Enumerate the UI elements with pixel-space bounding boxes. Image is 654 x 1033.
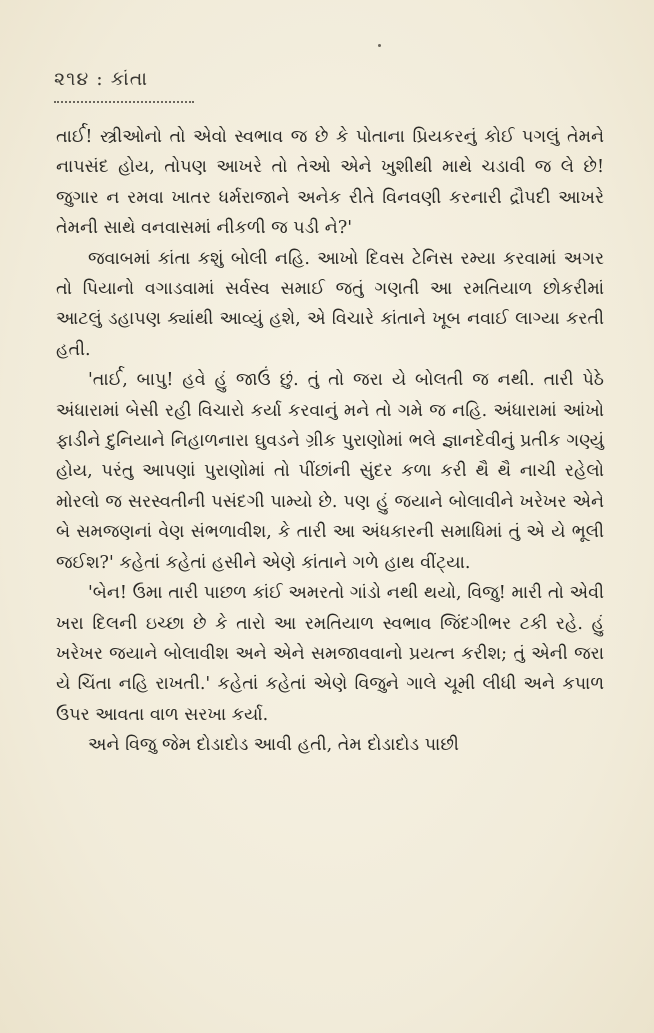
running-head: ૨૧૪ : કાંતા: [54, 68, 149, 90]
body-text: [56, 122, 604, 761]
paragraph-1: તાર્ઈ! સ્ત્રીઓનો તો એવો સ્વભાવ જ છે કે પોતાના પ્રિયકરનું કોઈ પગલું તેમને નાપસંદ હોય, તોપણ આખરે તો તેઓ એને ખુશીથી માથે ચડાવી જ લે છે! જુગાર ન રમવા ખાતર ધર્મરાજાને અનેક રીતે વિનવણી કરનારી દ્રૌપદી આખરે તેમની સાથે વનવાસમાં નીકળી જ પડી ને?': [56, 127, 604, 239]
print-speck: [378, 44, 381, 47]
paragraph-3: 'તાર્ઈ, બાપુ! હવે હું જાઉં છું. તું તો જરા યે બોલતી જ નથી. તારી પેઠે અંધારામાં બેસી રહી વિચારો કર્યા કરવાનું મને તો ગમે જ નહિ. અંધારામાં આંખો ફાડીને દુનિયાને નિહાળનારા ઘુવડને ગ્રીક પુરાણોમાં ભલે જ્ઞાનદેવીનું પ્રતીક ગણ્યું હોય, પરંતુ આપણાં પુરાણોમાં તો પીંછાંની સુંદર કળા કરી થૈ થૈ નાચી રહેલો મોરલો જ સરસ્વતીની પસંદગી પામ્યો છે. પણ હું જયાને બોલાવીને ખરેખર એને બે સમજણનાં વેણ સંભળાવીશ, કે તારી આ અંધકારની સમાધિમાં તું એ યે ભૂલી જઈશ?' કહેતાં કહેતાં હસીને એણે કાંતાને ગળે હાથ વીંટ્યા.: [56, 370, 604, 573]
paragraph-5: અને વિજુ જેમ દોડાદોડ આવી હતી, તેમ દોડાદોડ પાછી: [88, 735, 459, 756]
paragraph-4: 'બેન! ઉમા તારી પાછળ કાંઈ અમરતો ગાંડો નથી થયો, વિજુ! મારી તો એવી ખરા દિલની ઇચ્છા છે કે તારો આ રમતિયાળ સ્વભાવ જિંદગીભર ટકી રહે. હું ખરેખર જયાને બોલાવીશ અને એને સમજાવવાનો પ્રયત્ન કરીશ; તું એની જરા યે ચિંતા નહિ રાખતી.' કહેતાં કહેતાં એણે વિજુને ગાલે ચૂમી લીધી અને કપાળ ઉપર આવતા વાળ સરખા કર્યા.: [56, 583, 604, 725]
paragraph-2: જવાબમાં કાંતા કશું બોલી નહિ. આખો દિવસ ટેનિસ રમ્યા કરવામાં અગર તો પિયાનો વગાડવામાં સર્વસ્વ સમાઈ જતું ગણતી આ રમતિયાળ છોકરીમાં આટલું ડહાપણ ક્યાંથી આવ્યું હશે, એ વિચારે કાંતાને ખૂબ નવાઈ લાગ્યા કરતી હતી.: [56, 248, 604, 360]
header-rule: [54, 99, 194, 103]
